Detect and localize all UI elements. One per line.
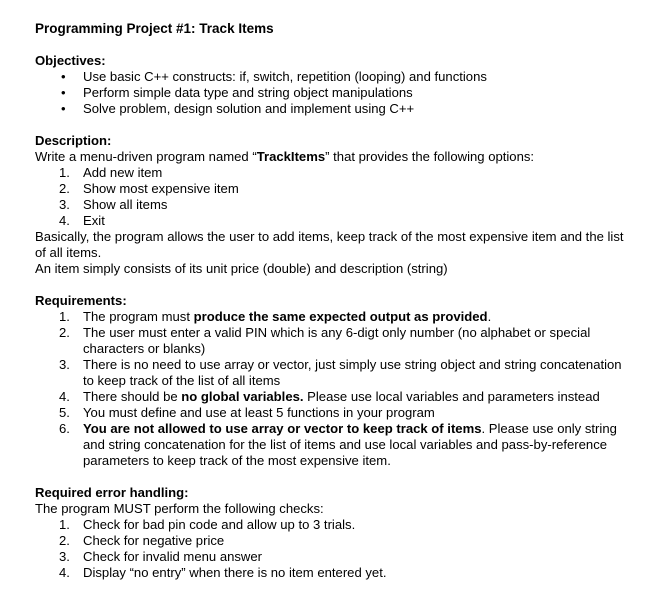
list-item: • Use basic C++ constructs: if, switch, repetition (looping) and functions	[83, 69, 635, 85]
description-intro: Write a menu-driven program named “TrackItems” that provides the following options:	[35, 149, 535, 164]
list-item: 1. Check for bad pin code and allow up to 3 trials.	[59, 517, 356, 532]
list-item: 4. There should be no global variables. Please use local variables and parameters instead	[59, 389, 600, 404]
list-item: 3. Check for invalid menu answer	[59, 549, 263, 564]
list-item: 3. Show all items	[59, 197, 168, 212]
page-title: Programming Project #1: Track Items	[35, 21, 274, 36]
list-item: 2. Check for negative price	[59, 533, 225, 548]
objectives-heading: Objectives:	[35, 53, 106, 68]
error-handling-intro: The program MUST perform the following checks:	[35, 501, 324, 516]
list-item: 4. Display “no entry” when there is no item entered yet.	[59, 565, 387, 580]
error-handling-heading: Required error handling:	[35, 485, 189, 500]
list-item: 1. The program must produce the same expected output as provided.	[59, 309, 492, 324]
list-item: 2. Show most expensive item	[59, 181, 239, 196]
requirements-list	[35, 309, 635, 469]
list-item: 3. There is no need to use array or vector, just simply use string object and string concatenation to keep track of the list of all items	[59, 357, 622, 388]
requirements-heading: Requirements:	[35, 293, 127, 308]
error-checks-list	[35, 517, 635, 581]
list-item: • Solve problem, design solution and implement using C++	[83, 101, 635, 117]
menu-options-list	[35, 165, 635, 229]
objectives-list	[35, 69, 635, 117]
program-name: TrackItems	[256, 149, 326, 164]
description-heading: Description:	[35, 133, 112, 148]
list-item: 5. You must define and use at least 5 functions in your program	[59, 405, 435, 420]
list-item: 4. Exit	[59, 213, 105, 228]
description-paragraph: Basically, the program allows the user to add items, keep track of the most expensive item and the list of all items.	[35, 229, 624, 260]
description-paragraph: An item simply consists of its unit price (double) and description (string)	[35, 261, 448, 276]
list-item: • Perform simple data type and string object manipulations	[83, 85, 635, 101]
list-item: 1. Add new item	[59, 165, 163, 180]
list-item: 2. The user must enter a valid PIN which is any 6-digt only number (no alphabet or special characters or blanks)	[59, 325, 591, 356]
list-item: 6. You are not allowed to use array or vector to keep track of items. Please use only string and string concatenation for the list of items and use local variables and pass-by-reference parameters to keep track of the most expensive item.	[59, 421, 617, 468]
